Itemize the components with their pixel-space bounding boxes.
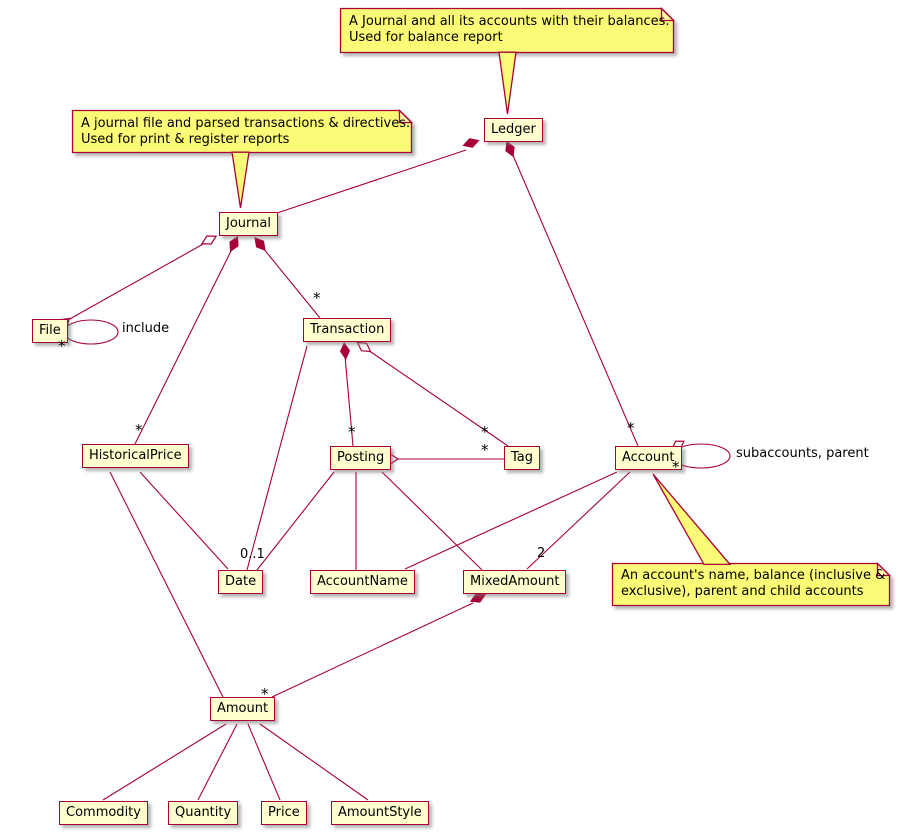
class-tag: Tag <box>504 446 540 470</box>
multiplicity-account-star: * <box>627 419 635 437</box>
class-amountstyle: AmountStyle <box>331 801 429 825</box>
edge-posting-date <box>257 472 334 570</box>
edge-journal-file <box>68 243 205 320</box>
class-date: Date <box>218 570 263 594</box>
edge-transaction-date <box>247 346 307 570</box>
note-ledger-line-1: A Journal and all its accounts with their balances. <box>349 14 670 29</box>
composition-diamond-journal-historicalprice <box>226 235 241 253</box>
edge-mixedamount-amount <box>272 603 473 697</box>
composition-diamond-ledger-account <box>503 140 518 158</box>
note-journal-text <box>81 116 410 148</box>
multiplicity-subaccounts-star: * <box>672 458 680 476</box>
edge-journal-transaction <box>263 248 320 318</box>
note-ledger-line-2: Used for balance report <box>349 30 503 45</box>
edge-ledger-account <box>512 153 638 446</box>
class-mixedamount: MixedAmount <box>463 570 566 594</box>
class-account: Account <box>615 446 682 470</box>
note-ledger-text <box>349 14 670 46</box>
edge-ledger-journal <box>268 150 466 216</box>
multiplicity-amount-star: * <box>261 685 269 703</box>
class-transaction: Transaction <box>303 318 391 342</box>
class-ledger: Ledger <box>484 118 543 142</box>
class-accountname: AccountName <box>310 570 415 594</box>
edge-amount-amountstyle <box>260 724 368 800</box>
edge-historicalprice-amount <box>110 472 223 697</box>
edge-file-include-self-loop <box>64 320 118 344</box>
edge-journal-historicalprice <box>135 249 232 444</box>
multiplicity-posting-star: * <box>348 423 356 441</box>
composition-diamond-journal-transaction <box>251 235 268 253</box>
composition-diamond-transaction-posting <box>340 343 351 360</box>
multiplicity-date-zero-or-one: 0..1 <box>240 547 265 562</box>
class-posting: Posting <box>330 446 391 470</box>
edge-account-accountname <box>405 472 617 569</box>
edge-amount-quantity <box>198 724 237 800</box>
multiplicity-tag-upper-star: * <box>481 423 489 441</box>
composition-diamond-ledger-journal <box>462 136 480 150</box>
class-amount: Amount <box>210 697 275 721</box>
note-pointer-to-ledger <box>499 52 516 114</box>
class-journal: Journal <box>219 212 278 236</box>
note-account-line-2: exclusive), parent and child accounts <box>621 584 864 599</box>
multiplicity-historicalprice-star: * <box>135 421 143 439</box>
class-quantity: Quantity <box>168 801 238 825</box>
note-account-text <box>621 568 885 600</box>
class-file: File <box>32 319 68 343</box>
multiplicity-transaction-star: * <box>313 289 321 307</box>
note-account-line-1: An account's name, balance (inclusive & <box>621 568 886 583</box>
note-journal-line-1: A journal file and parsed transactions & directives. <box>81 116 411 131</box>
aggregation-diamond-journal-file <box>200 232 218 247</box>
class-commodity: Commodity <box>59 801 148 825</box>
edge-amount-price <box>248 724 280 800</box>
multiplicity-mixedamount-two: 2 <box>537 546 546 561</box>
multiplicity-tag-lower-star: * <box>481 441 489 459</box>
class-price: Price <box>261 801 307 825</box>
edge-amount-commodity <box>103 724 226 800</box>
note-pointer-to-journal <box>232 152 249 208</box>
note-journal-line-2: Used for print & register reports <box>81 132 290 147</box>
edge-historicalprice-date <box>140 472 228 569</box>
label-include: include <box>122 321 170 336</box>
label-subaccounts-parent: subaccounts, parent <box>736 446 869 461</box>
class-historicalprice: HistoricalPrice <box>82 444 189 468</box>
multiplicity-file-star: * <box>58 337 66 355</box>
edge-posting-mixedamount <box>382 472 482 570</box>
note-pointer-to-account <box>653 474 730 564</box>
